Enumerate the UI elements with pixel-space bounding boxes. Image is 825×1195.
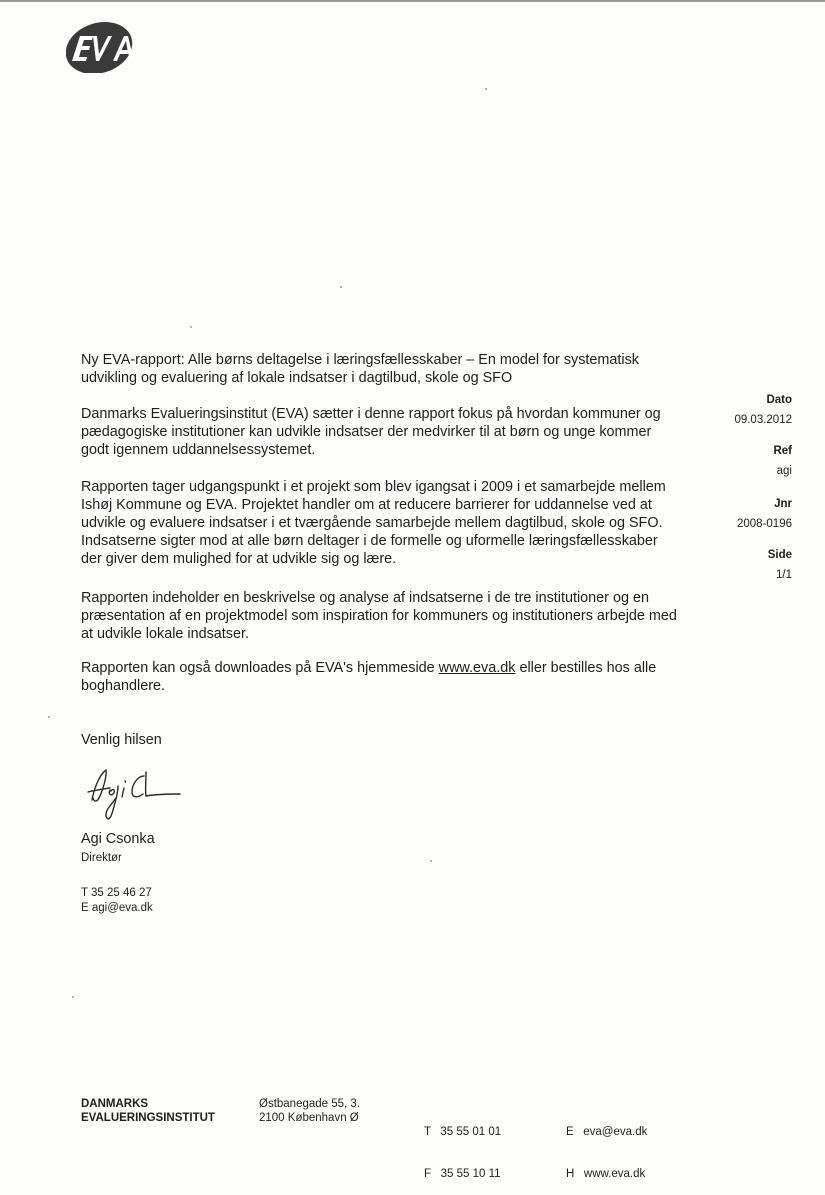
scan-speck bbox=[340, 286, 342, 288]
meta-dato bbox=[700, 393, 792, 427]
paragraph-2 bbox=[81, 478, 681, 568]
signer-title-text: Direktør bbox=[81, 852, 122, 864]
signer-phone: T 35 25 46 27 bbox=[81, 887, 152, 899]
side-value: 1/1 bbox=[776, 569, 792, 581]
dato-value: 09.03.2012 bbox=[734, 414, 792, 426]
footer-phone bbox=[424, 1097, 501, 1195]
jnr-label: Jnr bbox=[774, 498, 792, 510]
paragraph-1-text: Danmarks Evalueringsinstitut (EVA) sætter i denne rapport fokus på hvordan kommuner og pædagogiske institutioner kan udvikle indsatser der medvirker til at børn og unge kommer godt igennem uddannelsessystemet. bbox=[81, 406, 661, 458]
footer-org-line2: EVALUERINGSINSTITUT bbox=[81, 1112, 215, 1124]
top-border bbox=[0, 0, 825, 2]
closing bbox=[81, 731, 681, 749]
paragraph-2-text: Rapporten tager udgangspunkt i et projekt som blev igangsat i 2009 i et samarbejde mellem Ishøj Kommune og EVA. Projektet handler om at reducere barrierer for uddannelse ved at udvikle og evaluere indsatser i et tværgående samarbejde mellem dagtilbud, skole og SFO. Indsatserne sigter mod at alle børn deltager i de formelle og uformelle læringsfællesskaber der giver dem mulighed for at udvikle sig og lære. bbox=[81, 479, 666, 567]
footer-web bbox=[566, 1097, 647, 1195]
footer-address-line1: Østbanegade 55, 3. bbox=[259, 1098, 361, 1110]
scan-speck bbox=[190, 326, 192, 328]
paragraph-4-text bbox=[81, 659, 681, 695]
website-link[interactable]: www.eva.dk bbox=[438, 660, 516, 676]
side-label: Side bbox=[767, 549, 792, 561]
letter-subject bbox=[81, 351, 681, 387]
footer-phone-line: T 35 55 01 01 bbox=[424, 1126, 502, 1138]
footer-web-line: H www.eva.dk bbox=[566, 1168, 646, 1180]
eva-logo bbox=[66, 21, 134, 73]
ref-label: Ref bbox=[773, 445, 792, 457]
signer-email: E agi@eva.dk bbox=[81, 902, 153, 914]
meta-jnr bbox=[700, 497, 792, 531]
closing-text: Venlig hilsen bbox=[81, 732, 162, 748]
paragraph-3 bbox=[81, 589, 681, 643]
signer-title bbox=[81, 851, 681, 866]
scan-speck bbox=[72, 996, 74, 998]
handwritten-signature bbox=[80, 764, 190, 826]
footer-address-line2: 2100 København Ø bbox=[259, 1112, 359, 1124]
ref-value: agi bbox=[776, 465, 792, 477]
signer-name bbox=[81, 830, 681, 848]
dato-label: Dato bbox=[766, 394, 792, 406]
paragraph-4 bbox=[81, 659, 681, 695]
paragraph-4-after: eller bestilles hos alle boghandlere. bbox=[81, 660, 657, 694]
paragraph-3-text: Rapporten indeholder en beskrivelse og analyse af indsatserne i de tre institutioner og en præsentation af en projektmodel som inspiration for kommuners og institutioners arbejde med at udvikle lokale indsatser. bbox=[81, 590, 677, 642]
signer-contact bbox=[81, 886, 681, 916]
paragraph-4-before: Rapporten kan også downloades på EVA's hjemmeside bbox=[81, 660, 439, 676]
subject-text: Ny EVA-rapport: Alle børns deltagelse i læringsfællesskaber – En model for systematisk udvikling og evaluering af lokale indsatser i dagtilbud, skole og SFO bbox=[81, 352, 639, 386]
signer-name-text: Agi Csonka bbox=[81, 831, 155, 847]
scan-speck bbox=[48, 716, 50, 718]
jnr-value: 2008-0196 bbox=[737, 518, 792, 530]
meta-side bbox=[700, 548, 792, 582]
footer-email-line: E eva@eva.dk bbox=[566, 1126, 648, 1138]
footer-fax-line: F 35 55 10 11 bbox=[424, 1168, 501, 1180]
footer-address bbox=[259, 1097, 360, 1125]
scan-speck bbox=[485, 88, 487, 90]
meta-ref bbox=[700, 444, 792, 478]
footer-org-line1: DANMARKS bbox=[81, 1098, 149, 1110]
paragraph-1 bbox=[81, 405, 681, 459]
footer-organization bbox=[81, 1097, 215, 1125]
